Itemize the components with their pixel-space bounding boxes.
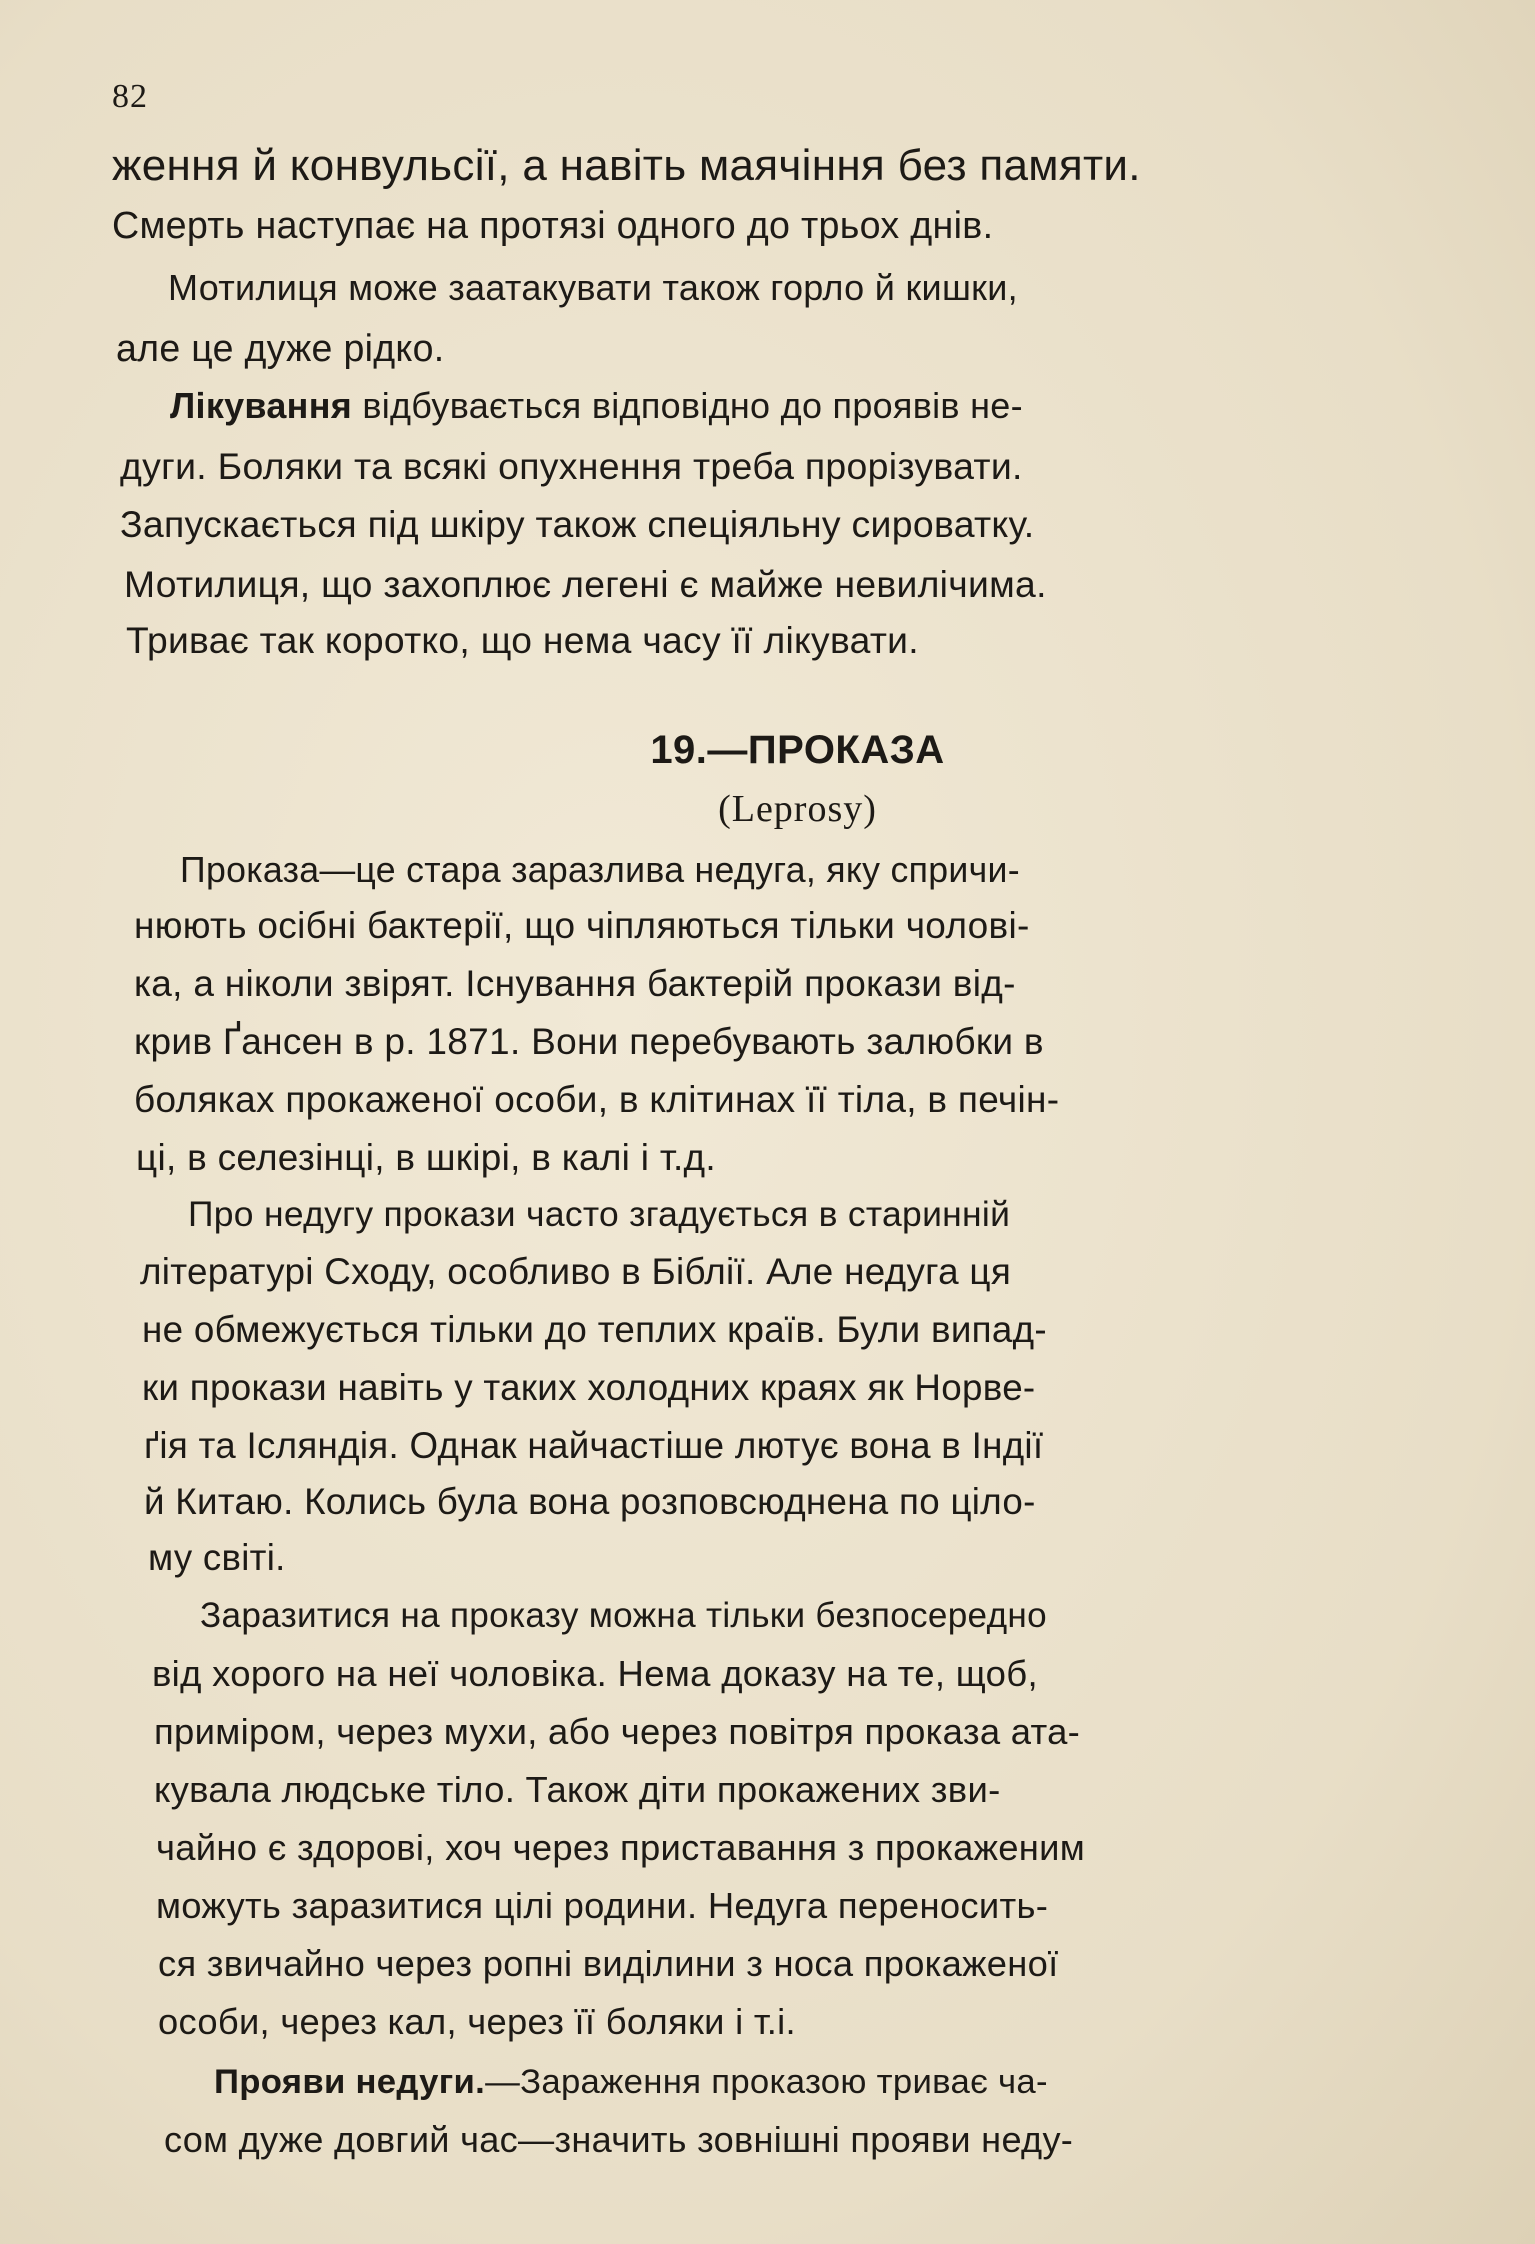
text-line: й Китаю. Колись була вона розповсюднена по ціло-: [144, 1481, 1036, 1522]
text-line: Мотилиця, що захоплює легені є майже невилічима.: [124, 563, 1047, 605]
text-line: крив Ґансен в р. 1871. Вони перебувають залюбки в: [134, 1021, 1044, 1062]
text-run: —Зараження проказою триває ча-: [485, 2063, 1048, 2101]
text-line: чайно є здорові, хоч через приставання з прокаженим: [156, 1827, 1086, 1868]
paragraph-lead-line: [214, 2054, 1535, 2110]
text-line: ці, в селезінці, в шкірі, в калі і т.д.: [136, 1137, 716, 1178]
text-line: дуги. Боляки та всякі опухнення треба прорізувати.: [120, 445, 1023, 487]
text-line: особи, через кал, через її боляки і т.і.: [158, 2001, 796, 2042]
text-line: сом дуже довгий час—значить зовнішні прояви неду-: [164, 2119, 1074, 2160]
text-line: ся звичайно через ропні виділини з носа прокаженої: [158, 1943, 1059, 1984]
text-line: Про недугу прокази часто згадується в старинній: [188, 1194, 1011, 1234]
bold-run-heading: Лікування: [170, 385, 353, 426]
text-line: Мотилиця може заатакувати також горло й кишки,: [168, 267, 1018, 308]
bold-run-heading: Прояви недуги.: [214, 2063, 486, 2101]
text-line: ження й конвульсії, а навіть маячіння без памяти.: [112, 141, 1141, 190]
text-line: літературі Сходу, особливо в Біблії. Але недуга ця: [140, 1251, 1012, 1292]
text-line: Смерть наступає на протязі одного до трьох днів.: [112, 204, 994, 246]
text-line: Триває так коротко, що нема часу її лікувати.: [126, 619, 919, 661]
text-line: від хорого на неї чоловіка. Нема доказу на те, щоб,: [152, 1653, 1038, 1694]
text-line: не обмежується тільки до теплих країв. Були випад-: [142, 1309, 1047, 1350]
text-line: Запускається під шкіру також спеціяльну сироватку.: [120, 503, 1035, 545]
text-line: можуть заразитися цілі родини. Недуга переносить-: [156, 1885, 1049, 1926]
text-line: му світі.: [148, 1537, 286, 1578]
section-title: 19.—ПРОКАЗА: [650, 728, 945, 772]
text-line: боляках прокаженої особи, в клітинах її тіла, в печін-: [134, 1079, 1060, 1120]
text-line: ґія та Ісляндія. Однак найчастіше лютує вона в Індії: [144, 1425, 1044, 1466]
text-line: ки прокази навіть у таких холодних краях як Норве-: [142, 1367, 1036, 1408]
text-line: нюють осібні бактерії, що чіпляються тільки чолові-: [134, 905, 1030, 946]
paragraph-lead-line: [170, 378, 1535, 434]
text-line: ка, а ніколи звірят. Існування бактерій прокази від-: [134, 963, 1016, 1004]
text-run: відбувається відповідно до проявів не-: [352, 385, 1023, 426]
text-line: Проказа—це стара заразлива недуга, яку спричи-: [180, 850, 1020, 890]
page-number: 82: [112, 78, 148, 115]
section-subtitle: (Leprosy): [718, 788, 877, 830]
text-line: приміром, через мухи, або через повітря проказа ата-: [154, 1711, 1081, 1752]
text-line: Заразитися на проказу можна тільки безпосередно: [200, 1596, 1047, 1635]
text-line: але це дуже рідко.: [116, 327, 445, 369]
text-line: кувала людське тіло. Також діти прокажених зви-: [154, 1769, 1001, 1810]
